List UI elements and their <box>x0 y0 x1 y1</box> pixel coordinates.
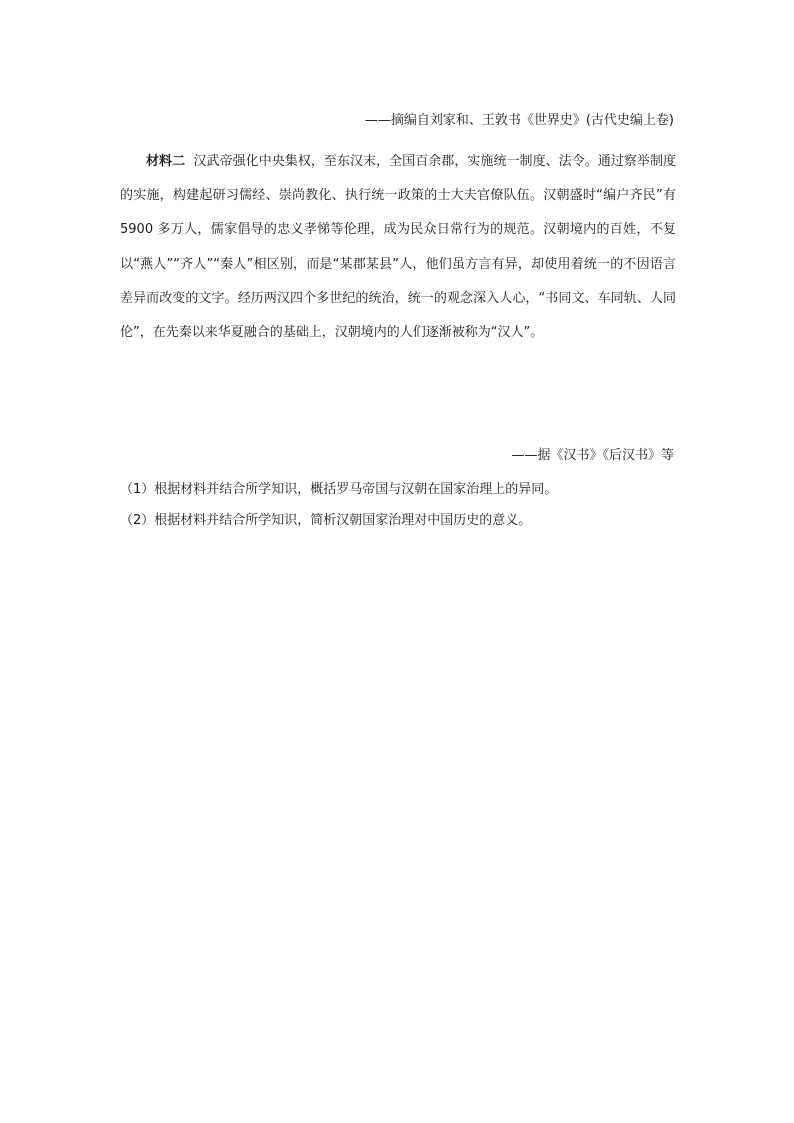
source-attribution-1: ——摘编自刘家和、王敦书《世界史》(古代史编上卷) <box>364 113 674 128</box>
material-two-label: 材料二 <box>146 154 186 169</box>
question-1: （1）根据材料并结合所学知识，概括罗马帝国与汉朝在国家治理上的异同。 <box>120 482 558 497</box>
material-two-paragraph <box>120 145 676 350</box>
source-attribution-2: ——据《汉书》《后汉书》等 <box>511 448 674 463</box>
material-two <box>120 145 676 350</box>
material-two-text: 汉武帝强化中央集权，至东汉末，全国百余郡，实施统一制度、法令。通过察举制度的实施，构建起研习儒经、崇尚教化、执行统一政策的士大夫官僚队伍。汉朝盛时“编户齐民”有 5900 多万人，儒家倡导的忠义孝悌等伦理，成为民众日常行为的规范。汉朝境内的百姓，不复以“燕人”“齐人”“秦人”相区别，而是“某郡某县”人，他们虽方言有异，却使用着统一的不因语言差异而改变的文字。经历两汉四个多世纪的统治，统一的观念深入人心，“书同文、车同轨、人同伦”，在先秦以来华夏融合的基础上，汉朝境内的人们逐渐被称为“汉人”。 <box>120 154 676 341</box>
question-2: （2）根据材料并结合所学知识，简析汉朝国家治理对中国历史的意义。 <box>120 513 532 528</box>
